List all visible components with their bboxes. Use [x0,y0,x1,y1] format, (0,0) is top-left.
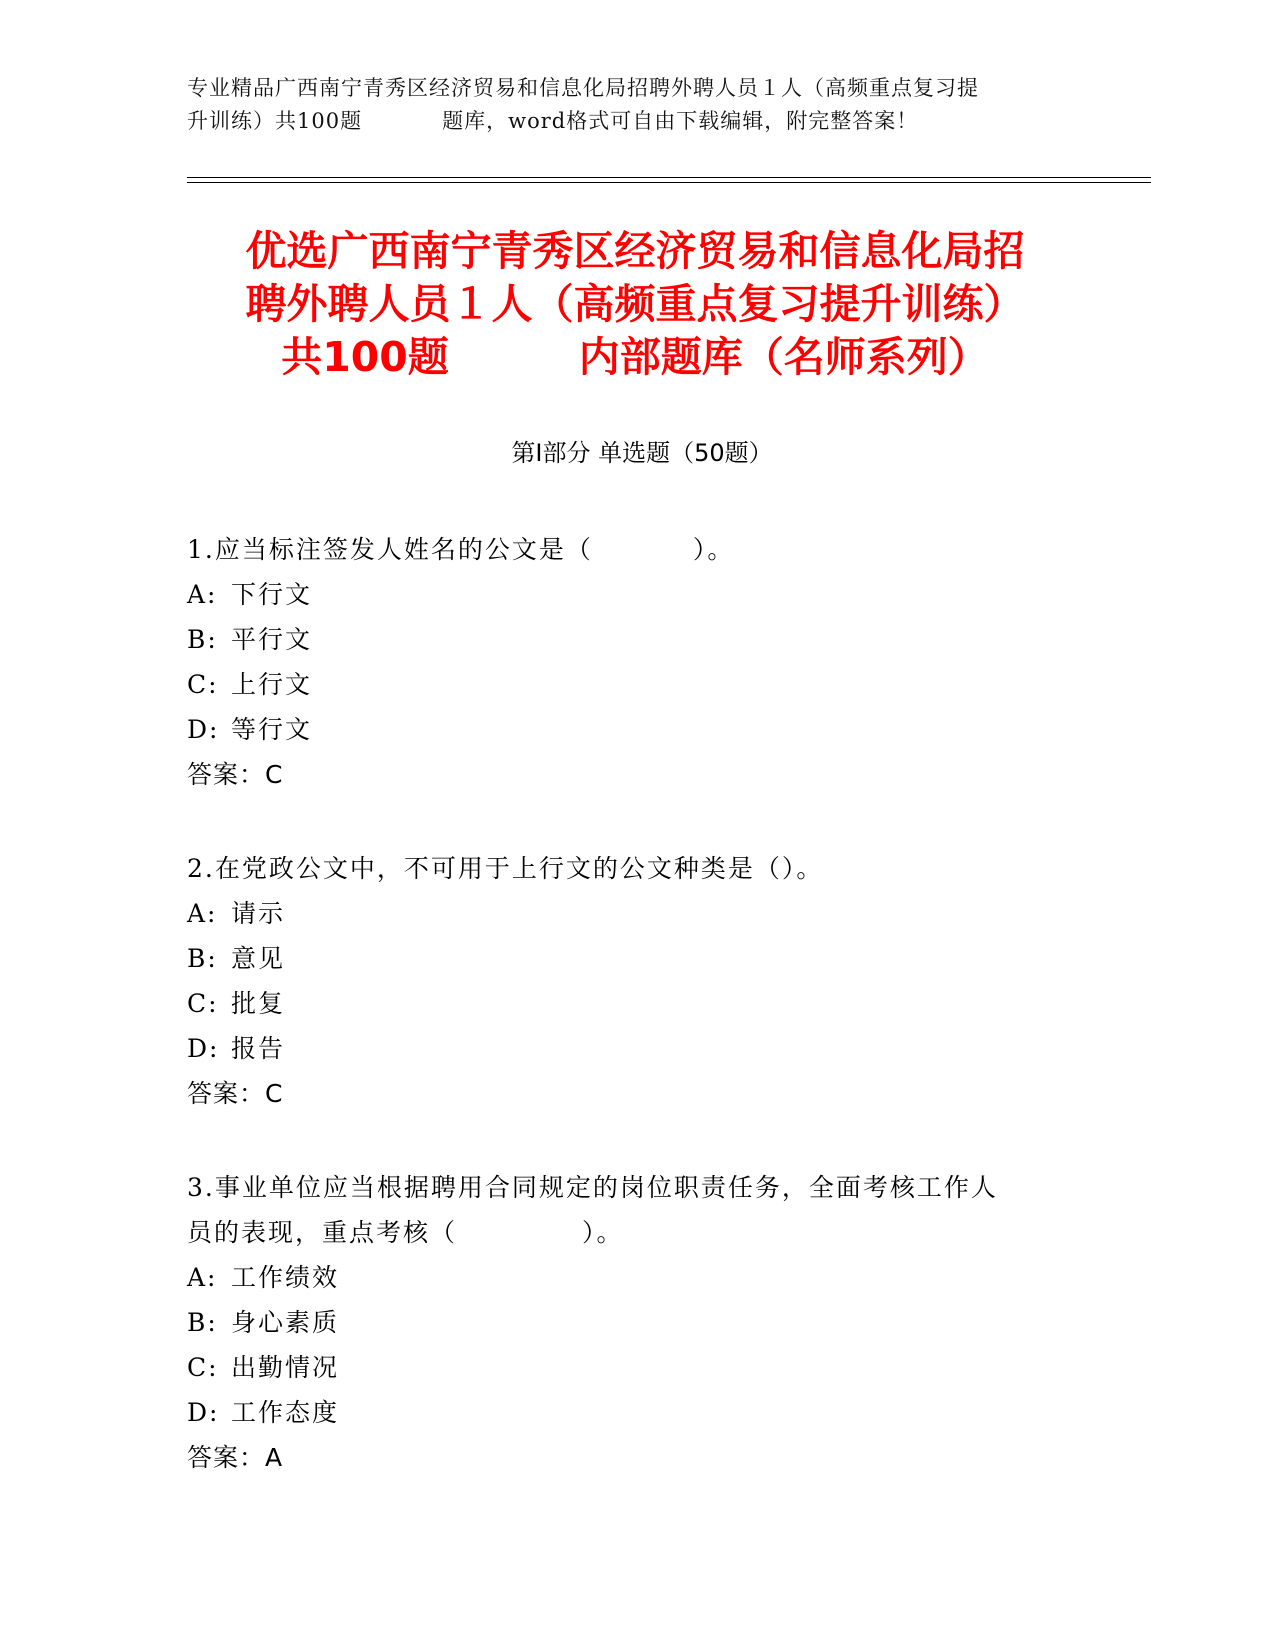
option-text: 报告 [231,1034,286,1063]
question-3 [187,1165,1067,1480]
question-1-option-d [187,707,1067,752]
question-3-option-c [187,1345,1067,1390]
option-text: 批复 [231,989,286,1018]
option-key: C: [187,670,219,699]
option-text: 意见 [231,944,286,973]
option-key: C: [187,989,219,1018]
header-line-2 [187,105,1087,138]
question-2 [187,846,1067,1116]
option-key: B: [187,1308,218,1337]
document-title [195,225,1075,384]
header-line-2-part-1: 升训练）共100题 [187,109,363,133]
option-text: 工作绩效 [231,1263,340,1292]
header-divider-bottom [187,182,1151,183]
option-key: B: [187,944,218,973]
option-text: 下行文 [231,580,313,609]
title-line-2: 聘外聘人员１人（高频重点复习提升训练） [245,280,1025,328]
question-1-stem [187,527,1067,572]
question-1-stem-part-1: 1.应当标注签发人姓名的公文是（ [187,535,593,564]
question-3-option-a [187,1255,1067,1300]
question-1-stem-part-2: ）。 [692,535,735,564]
question-3-stem-line-2 [187,1210,1067,1255]
question-2-option-c [187,981,1067,1026]
question-2-answer: 答案：C [187,1079,284,1108]
option-key: B: [187,625,218,654]
option-text: 平行文 [231,625,313,654]
question-1 [187,527,1067,797]
document-header [187,72,1087,138]
question-3-answer: 答案：A [187,1443,284,1472]
question-1-answer: 答案：C [187,760,284,789]
question-2-option-d [187,1026,1067,1071]
option-text: 出勤情况 [231,1353,340,1382]
header-divider-top [187,177,1151,178]
option-key: D: [187,1034,220,1063]
question-1-option-b [187,617,1067,662]
option-key: A: [187,580,218,609]
option-key: A: [187,899,218,928]
option-text: 身心素质 [231,1308,340,1337]
question-2-option-a [187,891,1067,936]
question-3-option-b [187,1300,1067,1345]
question-2-option-b [187,936,1067,981]
option-text: 请示 [231,899,286,928]
header-line-2-part-2: 题库，word格式可自由下载编辑，附完整答案！ [442,109,919,133]
option-text: 工作态度 [231,1398,340,1427]
question-1-option-a [187,572,1067,617]
title-line-3-part-2: 内部题库（名师系列） [578,333,989,381]
option-text: 上行文 [231,670,313,699]
question-3-stem-line-1: 3.事业单位应当根据聘用合同规定的岗位职责任务，全面考核工作人 [187,1173,998,1202]
question-3-stem-part-1: 员的表现，重点考核（ [187,1218,458,1247]
question-3-stem-part-2: ）。 [582,1218,624,1247]
option-key: C: [187,1353,219,1382]
header-line-1: 专业精品广西南宁青秀区经济贸易和信息化局招聘外聘人员１人（高频重点复习提 [187,76,979,100]
title-line-3 [195,331,1075,384]
option-text: 等行文 [231,715,313,744]
question-list [187,527,1067,1529]
title-line-1: 优选广西南宁青秀区经济贸易和信息化局招 [245,227,1025,275]
option-key: A: [187,1263,218,1292]
section-title: 第Ⅰ部分 单选题（50题） [511,439,773,467]
title-line-3-part-1: 共100题 [281,333,449,381]
question-2-stem: 2.在党政公文中，不可用于上行文的公文种类是（）。 [187,854,824,883]
option-key: D: [187,715,220,744]
question-1-option-c [187,662,1067,707]
option-key: D: [187,1398,220,1427]
question-3-option-d [187,1390,1067,1435]
